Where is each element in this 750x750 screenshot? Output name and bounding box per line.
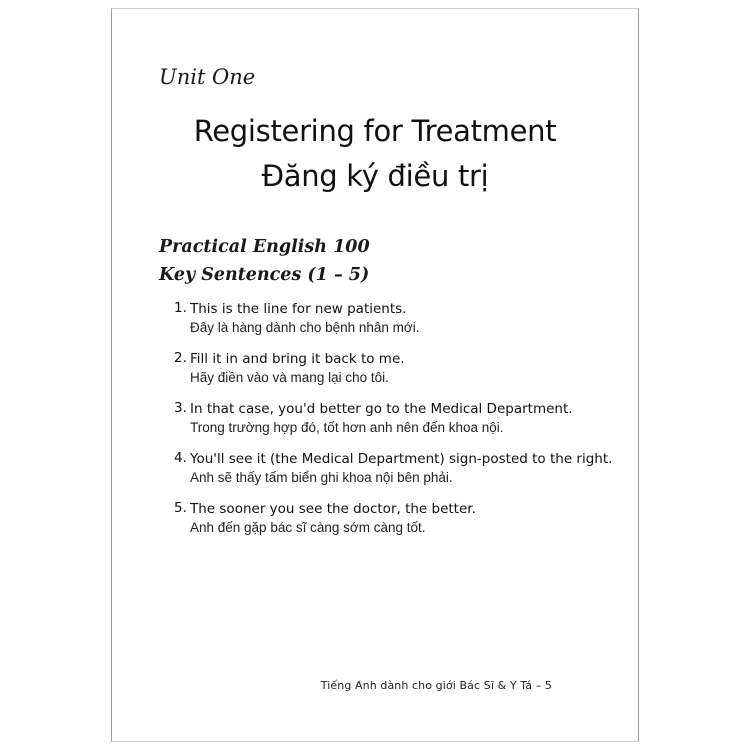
sentence-vietnamese: Trong trường hợp đó, tốt hơn anh nên đến khoa nội.	[190, 420, 504, 435]
book-page	[111, 8, 639, 742]
sentence-vietnamese: Anh sẽ thấy tấm biển ghi khoa nội bên phải.	[190, 470, 453, 485]
sentence-vietnamese: Anh đến gặp bác sĩ càng sớm càng tốt.	[190, 520, 426, 535]
sentence-vietnamese: Đây là hàng dành cho bệnh nhân mới.	[190, 320, 420, 335]
sentence-number: 1.	[174, 300, 187, 316]
key-sentence-item	[174, 350, 614, 387]
section-heading: Practical English 100	[159, 237, 370, 257]
key-sentence-item	[174, 500, 614, 537]
sentence-number: 5.	[174, 500, 187, 516]
sentence-english: You'll see it (the Medical Department) sign-posted to the right.	[190, 451, 613, 467]
section-subheading: Key Sentences (1 – 5)	[159, 265, 370, 285]
sentence-number: 3.	[174, 400, 187, 416]
sentence-english: Fill it in and bring it back to me.	[190, 351, 405, 367]
sentence-number: 4.	[174, 450, 187, 466]
sentence-english: In that case, you'd better go to the Medical Department.	[190, 401, 573, 417]
sentence-english: The sooner you see the doctor, the better.	[190, 501, 476, 517]
sentence-vietnamese: Hãy điền vào và mang lại cho tôi.	[190, 370, 389, 385]
chapter-title-english: Registering for Treatment	[193, 114, 557, 148]
chapter-title-vietnamese: Đăng ký điều trị	[261, 159, 489, 193]
key-sentence-item	[174, 400, 614, 437]
sentence-number: 2.	[174, 350, 187, 366]
key-sentence-item	[174, 300, 614, 337]
page-footer: Tiếng Anh dành cho giới Bác Sĩ & Y Tá – 5	[320, 679, 552, 692]
unit-label: Unit One	[159, 65, 256, 89]
key-sentence-list	[174, 300, 614, 550]
sentence-english: This is the line for new patients.	[190, 301, 407, 317]
key-sentence-item	[174, 450, 614, 487]
